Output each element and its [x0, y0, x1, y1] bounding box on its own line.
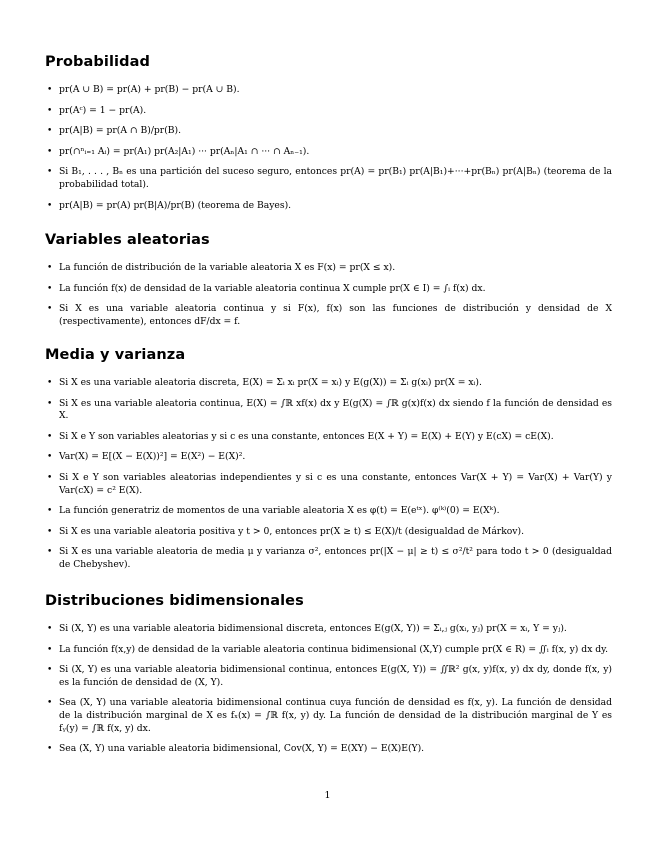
list-item: • Si (X, Y) es una variable aleatoria bidimensional discreta, entonces E(g(X, Y)) = Σᵢ,ⱼ g(xᵢ, yⱼ) pr(X = xᵢ, Y = yⱼ).	[59, 623, 612, 636]
list-item: • La función f(x,y) de densidad de la variable aleatoria continua bidimensional (X,Y) cumple pr(X ∈ R) = ∬ᵢ f(x, y) dx dy.	[59, 644, 612, 657]
section-title-probabilidad: Probabilidad	[45, 54, 150, 70]
page-number: 1	[324, 790, 331, 801]
list-item: • Var(X) = E[(X − E(X))²] = E(X²) − E(X)².	[59, 451, 612, 464]
list-item: • Si X es una variable aleatoria continua, E(X) = ∫ℝ xf(x) dx y E(g(X) = ∫ℝ g(x)f(x) dx siendo f la función de densidad es X.	[59, 398, 612, 423]
list-item: • pr(A|B) = pr(A ∩ B)/pr(B).	[59, 125, 612, 138]
list-item: • Si X e Y son variables aleatorias independientes y si c es una constante, entonces Var(X + Y) = Var(X) + Var(Y) y Var(cX) = c² E(X).	[59, 472, 612, 497]
list-item: • Si X es una variable aleatoria continua y si F(x), f(x) son las funciones de distribución y densidad de X (respectivamente), entonces dF/dx = f.	[59, 303, 612, 328]
list-variables-aleatorias	[59, 262, 612, 328]
list-item: • La función f(x) de densidad de la variable aleatoria continua X cumple pr(X ∈ I) = ∫ᵢ f(x) dx.	[59, 283, 612, 296]
list-item: • Si B₁, . . . , Bₙ es una partición del suceso seguro, entonces pr(A) = pr(B₁) pr(A|B₁)+···+pr(Bₙ) pr(A|Bₙ) (teorema de la probabilidad total).	[59, 166, 612, 191]
list-item: • Si X es una variable aleatoria de media μ y varianza σ², entonces pr(|X − μ| ≥ t) ≤ σ²/t² para todo t > 0 (desigualdad de Chebyshev).	[59, 546, 612, 571]
list-item: • pr(∩ⁿᵢ₌₁ Aᵢ) = pr(A₁) pr(A₂|A₁) ··· pr(Aₙ|A₁ ∩ ··· ∩ Aₙ₋₁).	[59, 146, 612, 159]
list-item: • Si X e Y son variables aleatorias y si c es una constante, entonces E(X + Y) = E(X) + E(Y) y E(cX) = cE(X).	[59, 431, 612, 444]
list-item: • pr(A|B) = pr(A) pr(B|A)/pr(B) (teorema de Bayes).	[59, 200, 612, 213]
list-item: • Si X es una variable aleatoria discreta, E(X) = Σᵢ xᵢ pr(X = xᵢ) y E(g(X)) = Σᵢ g(xᵢ) pr(X = xᵢ).	[59, 377, 612, 390]
list-probabilidad	[59, 84, 612, 212]
list-item: • La función generatriz de momentos de una variable aleatoria X es φ(t) = E(eᵗˣ). φ⁽ᵏ⁾(0) = E(Xᵏ).	[59, 505, 612, 518]
list-item: • Sea (X, Y) una variable aleatoria bidimensional, Cov(X, Y) = E(XY) − E(X)E(Y).	[59, 743, 612, 756]
section-title-variables-aleatorias: Variables aleatorias	[45, 232, 210, 248]
list-item: • pr(Aᶜ) = 1 − pr(A).	[59, 105, 612, 118]
list-media-varianza	[59, 377, 612, 572]
section-title-distribuciones-bidimensionales: Distribuciones bidimensionales	[45, 593, 304, 609]
list-item: • Si (X, Y) es una variable aleatoria bidimensional continua, entonces E(g(X, Y)) = ∬ℝ² g(x, y)f(x, y) dx dy, donde f(x, y) es la función de densidad de (X, Y).	[59, 664, 612, 689]
list-item: • Sea (X, Y) una variable aleatoria bidimensional continua cuya función de densidad es f(x, y). La función de densidad de la distribución marginal de X es fₓ(x) = ∫ℝ f(x, y) dy. La función de densidad de la distribución marginal de Y es fᵧ(y) = ∫ℝ f(x, y) dx.	[59, 697, 612, 735]
list-item: • pr(A ∪ B) = pr(A) + pr(B) − pr(A ∪ B).	[59, 84, 612, 97]
list-item: • La función de distribución de la variable aleatoria X es F(x) = pr(X ≤ x).	[59, 262, 612, 275]
section-title-media-varianza: Media y varianza	[45, 347, 186, 363]
list-distribuciones-bidimensionales	[59, 623, 612, 756]
list-item: • Si X es una variable aleatoria positiva y t > 0, entonces pr(X ≥ t) ≤ E(X)/t (desigualdad de Márkov).	[59, 526, 612, 539]
